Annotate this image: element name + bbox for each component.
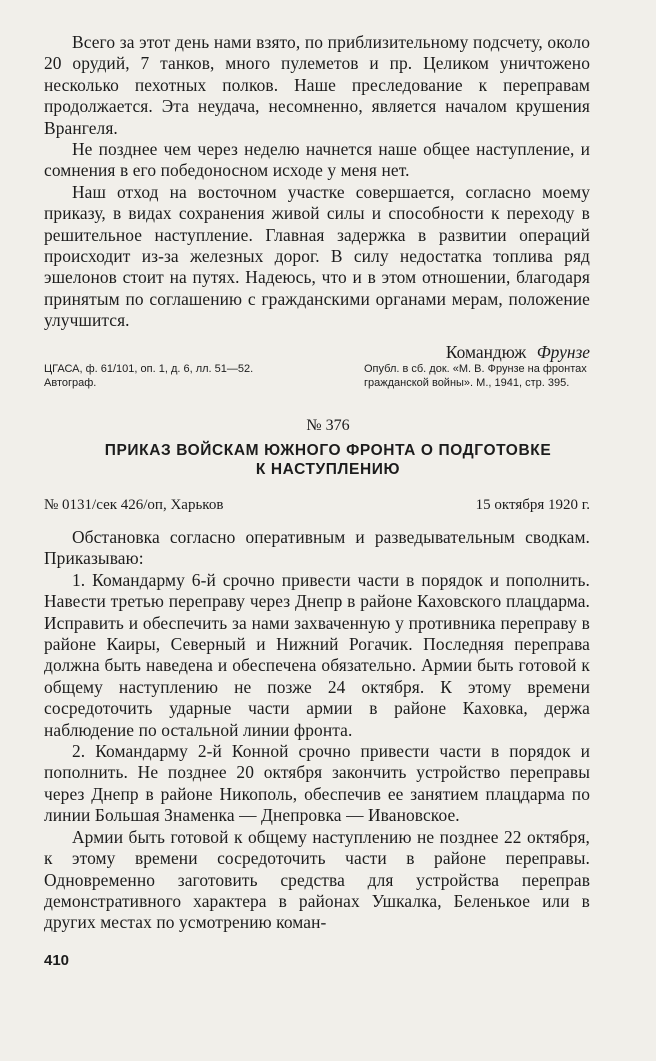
paragraph: Всего за этот день нами взято, по приблизительному подсчету, около 20 орудий, 7 танков, много пулеметов и пр. Целиком уничтожено несколько пехотных полков. Наше преследование к переправам продолжается. Эта неудача, несомненно, является началом крушения Врангеля. [44, 32, 590, 138]
document-number: № 376 [306, 417, 350, 434]
signature-title: Командюж [445, 342, 527, 362]
paragraph: Не позднее чем через неделю начнется наше общее наступление, и сомнения в его победоносном исходе у меня нет. [44, 139, 590, 181]
heading-line: ПРИКАЗ ВОЙСКАМ ЮЖНОГО ФРОНТА О ПОДГОТОВКЕ [104, 442, 552, 459]
signature-name: Фрунзе [536, 342, 590, 362]
paragraph: Обстановка согласно оперативным и разведывательным сводкам. Приказываю: [44, 527, 590, 569]
signature [446, 342, 590, 363]
top-text-block [44, 32, 590, 332]
document-heading [60, 441, 596, 479]
paragraph: 1. Командарму 6-й срочно привести части в порядок и пополнить. Навести третью переправу через Днепр в районе Каховского плацдарма. Исправить и обеспечить за нами захваченную у противника переправу в районе Каиры, Северный и Нижний Рогачик. Последняя переправа должна быть наведена и обеспечена обязательно. Армии быть готовой к общему наступлению не позже 24 октября. К этому времени сосредоточить ударные части армии в районе Каховка, держа наблюдение по остальной линии фронта. [44, 569, 590, 740]
document-date: 15 октября 1920 г. [475, 497, 590, 513]
page-number: 410 [44, 952, 70, 969]
publication-source: Опубл. в сб. док. «М. В. Фрунзе на фронтах гражданской войны». М., 1941, стр. 395. [364, 363, 587, 389]
order-text-block [44, 527, 590, 934]
heading-line: К НАСТУПЛЕНИЮ [255, 461, 401, 478]
paragraph: Наш отход на восточном участке совершается, согласно моему приказу, в видах сохранения живой силы и способности к переходу в решительное наступление. Главная задержка в развитии операций происходит из-за железных дорог. В силу недостатка топлива ряд эшелонов стоит на путях. Надеюсь, что и в этом отношении, благодаря принятым по соглашению с гражданскими органами мерам, положение улучшится. [44, 181, 590, 331]
paragraph: Армии быть готовой к общему наступлению не позднее 22 октября, к этому времени сосредоточить части в районе переправы. Одновременно заготовить средства для устройства переправ демонстративного характера в районах Ушкалка, Беленькое или в других местах по усмотрению коман- [44, 826, 590, 933]
archive-source: ЦГАСА, ф. 61/101, оп. 1, д. 6, лл. 51—52. Автограф. [44, 363, 254, 389]
paragraph: 2. Командарму 2-й Конной срочно привести части в порядок и пополнить. Не позднее 20 октября закончить устройство переправы через Днепр в районе Никополь, обеспечив ее занятием плацдарма по линии Большая Знаменка — Днепровка — Ивановское. [44, 741, 590, 826]
reference-number: № 0131/сек 426/оп, Харьков [44, 497, 224, 513]
